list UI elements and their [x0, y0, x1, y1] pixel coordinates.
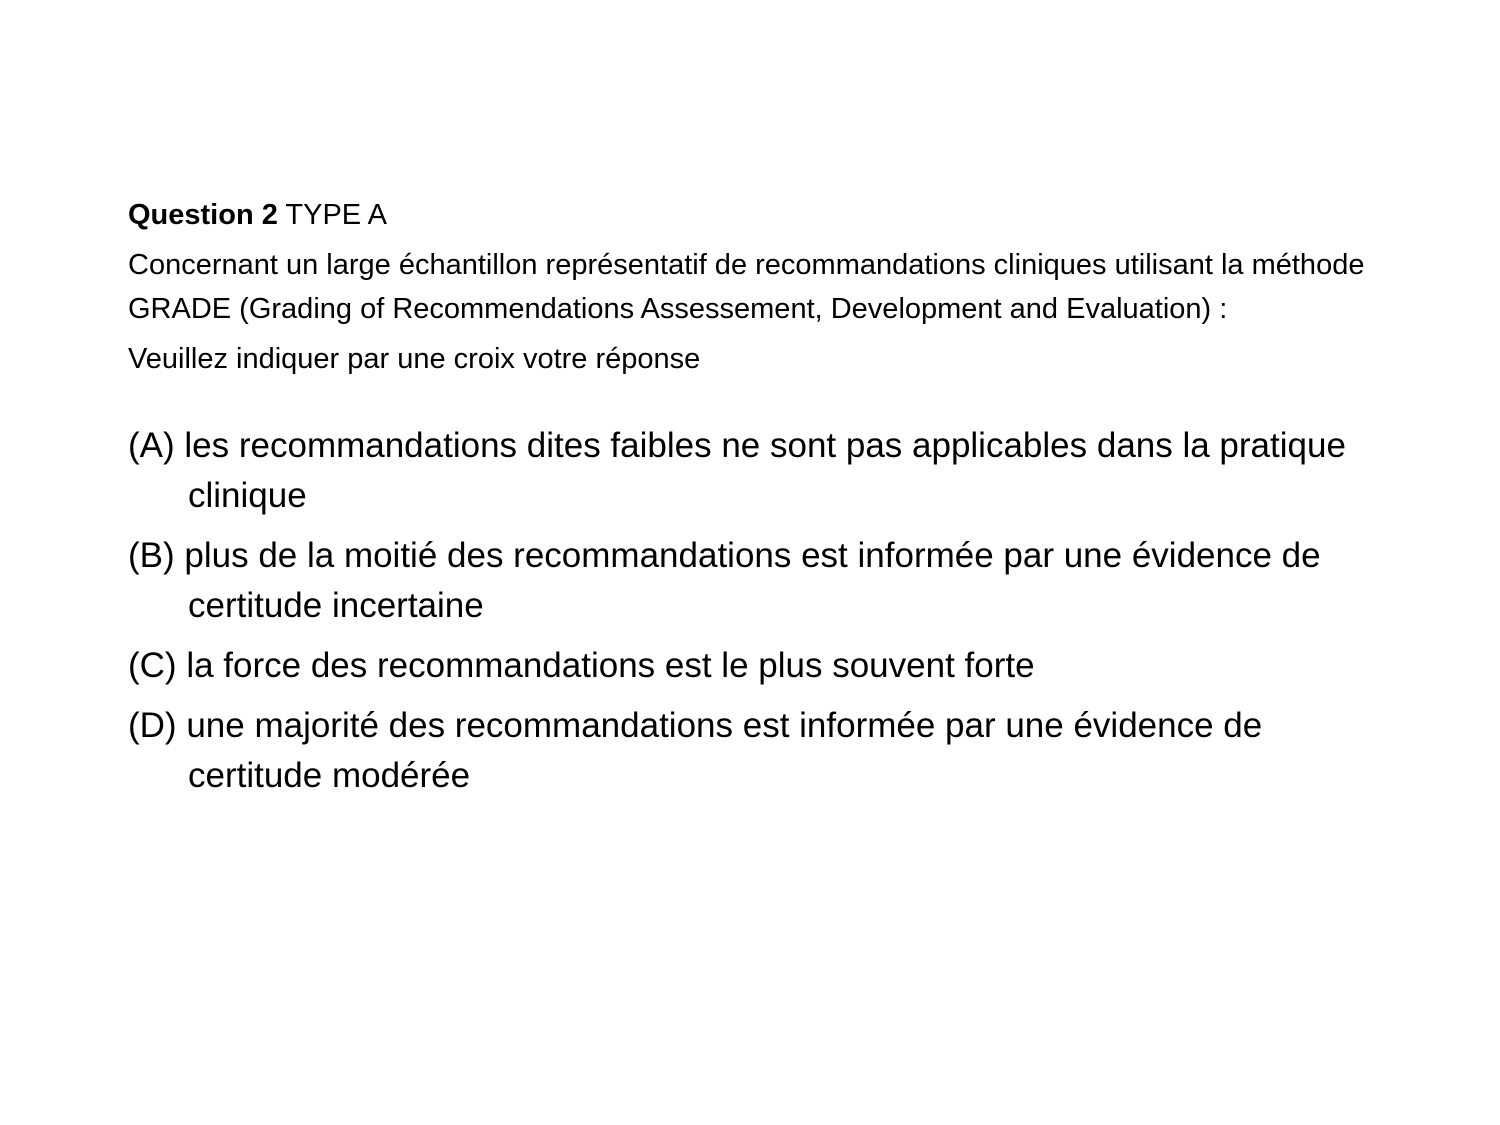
option-d[interactable]: [128, 701, 1368, 801]
option-a[interactable]: [128, 421, 1368, 521]
question-number: Question 2: [128, 199, 278, 231]
question-header: [128, 195, 1368, 235]
option-c[interactable]: [128, 641, 1368, 691]
option-text: la force des recommandations est le plus souvent forte: [186, 646, 1035, 685]
option-letter: (A): [128, 426, 175, 465]
option-text: une majorité des recommandations est informée par une évidence de certitude modérée: [186, 706, 1263, 795]
question-type: TYPE A: [285, 199, 387, 231]
question-page: [128, 195, 1368, 811]
option-text: les recommandations dites faibles ne sont pas applicables dans la pratique clinique: [184, 426, 1346, 515]
option-text: plus de la moitié des recommandations est informée par une évidence de certitude incertaine: [184, 536, 1321, 625]
question-instruction: Veuillez indiquer par une croix votre réponse: [128, 343, 701, 375]
option-letter: (B): [128, 536, 175, 575]
option-letter: (C): [128, 646, 177, 685]
question-stem: Concernant un large échantillon représentatif de recommandations cliniques utilisant la méthode GRADE (Grading of Recommendations Assessement, Development and Evaluation) :: [128, 249, 1365, 325]
answer-options: [128, 421, 1368, 801]
option-letter: (D): [128, 706, 177, 745]
option-b[interactable]: [128, 531, 1368, 631]
